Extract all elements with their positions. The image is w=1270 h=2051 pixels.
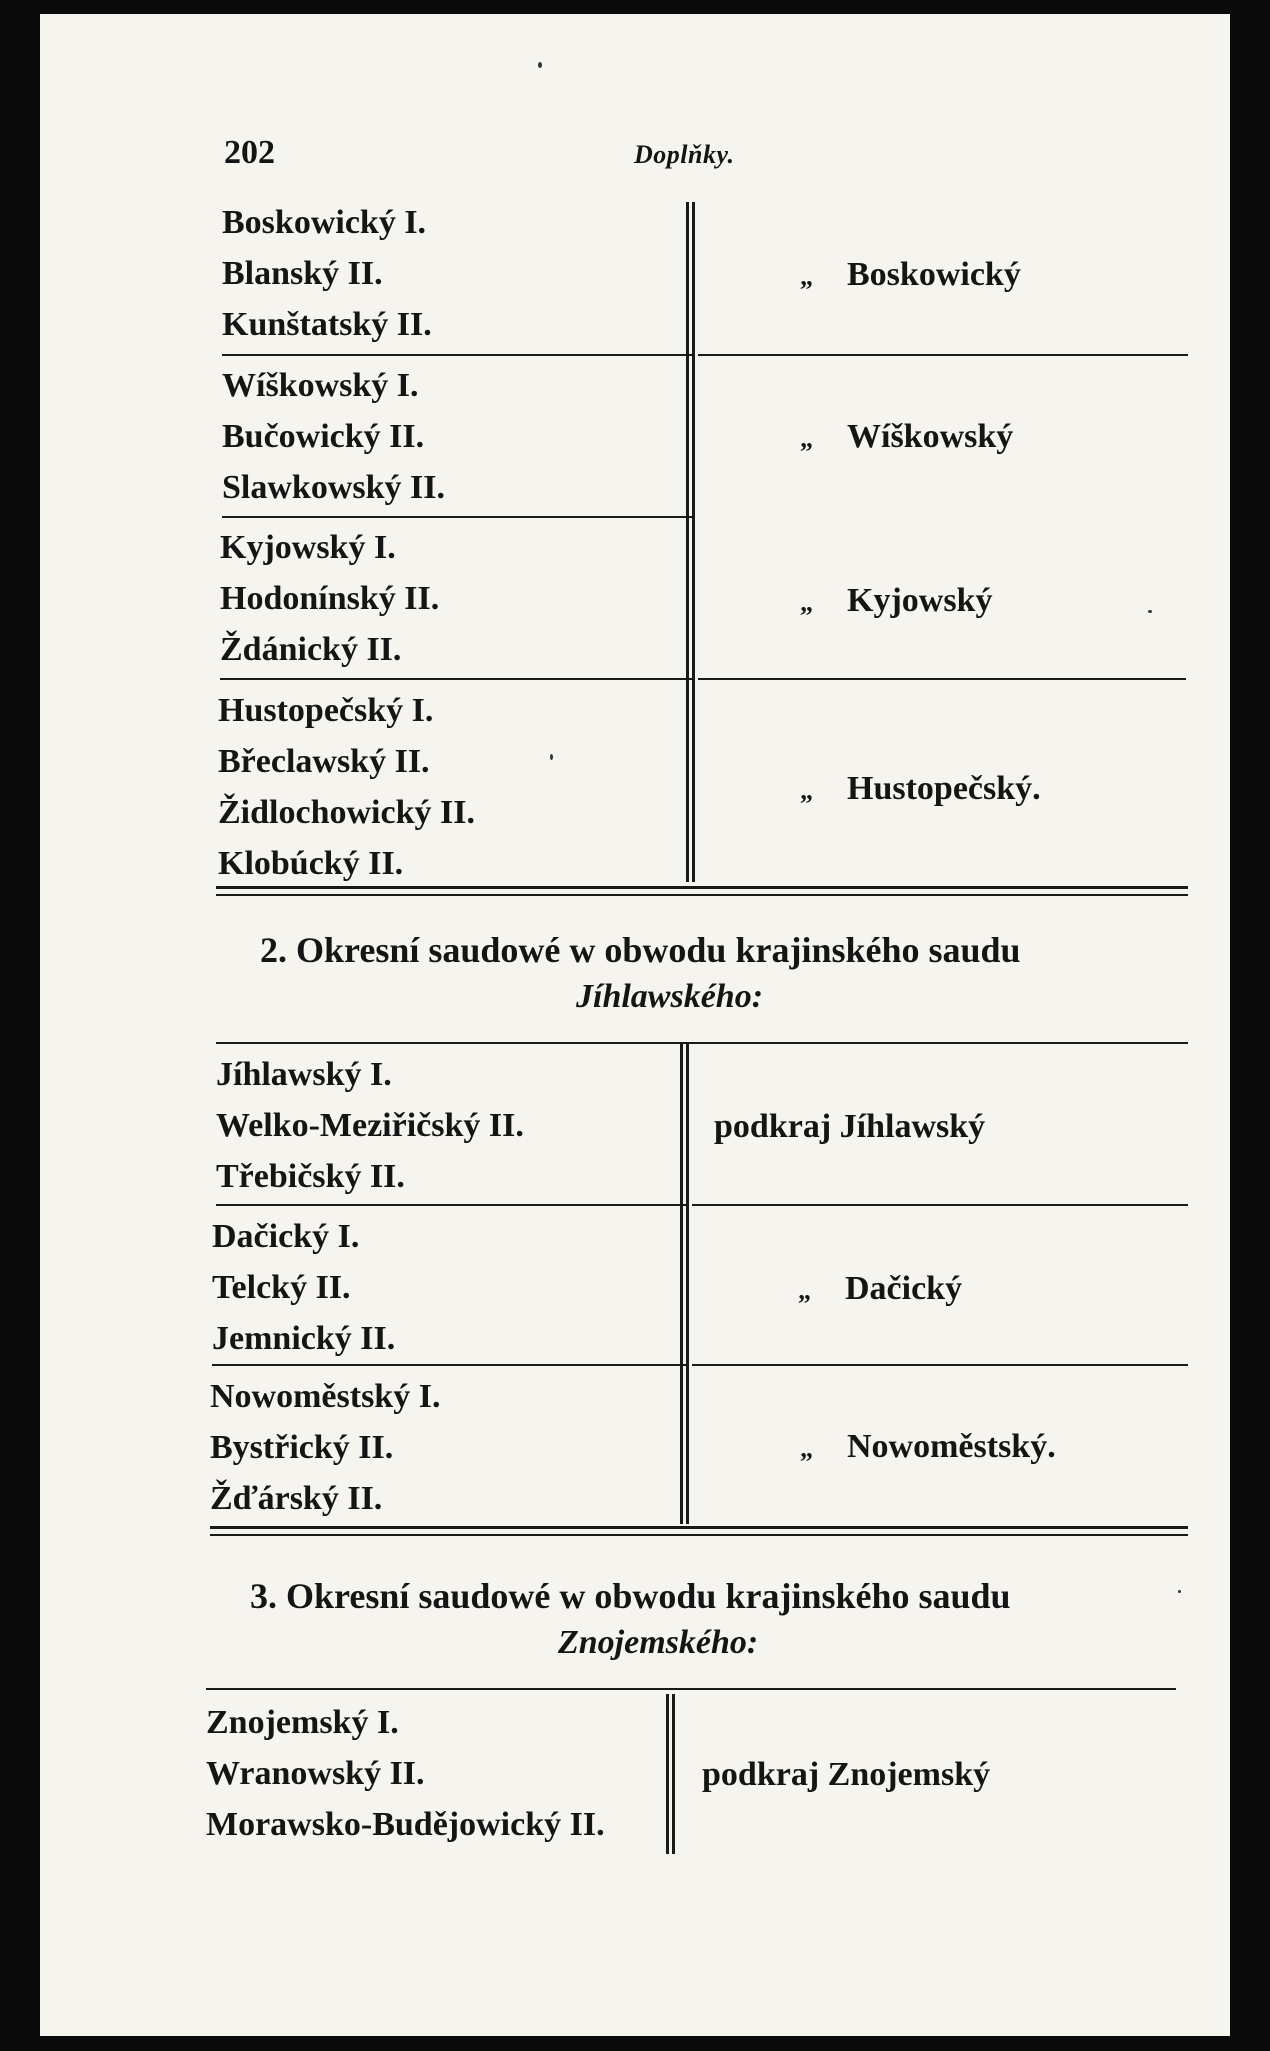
court-name: Wíškowský I. [222,367,419,404]
section-2-heading: 2. Okresní saudowé w obwodu krajinského saudu [260,930,1021,970]
district-cell [800,420,1013,454]
column-divider [672,1694,675,1854]
court-name: Blanský II. [222,255,383,292]
court-name: Hustopečský I. [218,692,434,729]
district-name: Boskowický [847,256,1021,293]
ditto-mark: „ [800,776,813,805]
district-cell [800,584,992,618]
group-separator [216,1204,686,1206]
court-name: Dačický I. [212,1218,360,1255]
table-top-rule [206,1688,1176,1690]
running-head: Doplňky. [634,140,735,169]
group-separator [698,354,1188,356]
district-cell [714,1110,985,1144]
court-name: Nowoměstský I. [210,1378,441,1415]
ditto-mark: „ [800,1434,813,1463]
scan-speck [1148,610,1152,613]
district-name: Wíškowský [847,418,1014,455]
court-name: Kyjowský I. [220,529,396,566]
court-name: Znojemský I. [206,1704,399,1741]
column-divider [686,1044,689,1524]
section-3-heading: 3. Okresní saudowé w obwodu krajinského saudu [250,1576,1011,1616]
table-bottom-rule [210,1534,1188,1536]
table-bottom-rule [216,894,1188,896]
ditto-mark: „ [800,424,813,453]
court-name: Telcký II. [212,1269,351,1306]
court-name: Welko-Meziřičský II. [216,1107,524,1144]
court-name: Morawsko-Budějowický II. [206,1806,605,1843]
district-cell [702,1758,990,1792]
group-separator [212,1364,686,1366]
scan-speck [1178,1590,1181,1593]
court-name: Jíhlawský I. [216,1056,392,1093]
district-name: podkraj Znojemský [702,1756,991,1793]
group-separator [222,354,692,356]
table-bottom-rule [216,886,1188,889]
page-number: 202 [224,134,275,171]
section-3-subheading: Znojemského: [558,1624,759,1661]
scan-speck [538,62,542,68]
district-name: podkraj Jíhlawský [714,1108,986,1145]
group-separator [698,678,1186,680]
book-page [40,14,1230,2036]
page-header [224,134,844,184]
court-name: Jemnický II. [212,1320,396,1357]
district-name: Dačický [845,1270,963,1307]
group-separator [692,1204,1188,1206]
court-name: Klobúcký II. [218,845,404,882]
court-name: Wranowský II. [206,1755,425,1792]
district-cell [800,1430,1056,1464]
group-separator [220,678,692,680]
ditto-mark: „ [800,588,813,617]
district-name: Hustopečský. [847,770,1041,807]
table-top-rule [216,1042,1188,1044]
district-name: Nowoměstský. [847,1428,1056,1465]
district-cell [800,258,1021,292]
court-name: Židlochowický II. [218,794,475,831]
court-name: Bučowický II. [222,418,425,455]
court-name: Boskowický I. [222,204,427,241]
court-name: Bystřický II. [210,1429,394,1466]
court-name: Břeclawský II. [218,743,430,780]
column-divider [666,1694,669,1854]
ditto-mark: „ [800,262,813,291]
district-cell [798,1272,962,1306]
group-separator [222,516,692,518]
court-name: Ždánický II. [220,631,402,668]
table-bottom-rule [210,1526,1188,1529]
section-2-subheading: Jíhlawského: [576,978,764,1015]
column-divider [680,1044,683,1524]
court-name: Žďárský II. [210,1480,383,1517]
scan-speck [550,754,553,760]
column-divider [692,202,695,882]
district-cell [800,772,1041,806]
district-name: Kyjowský [847,582,993,619]
court-name: Hodonínský II. [220,580,440,617]
group-separator [692,1364,1188,1366]
court-name: Slawkowský II. [222,469,445,506]
ditto-mark: „ [798,1276,811,1305]
court-name: Kunštatský II. [222,306,432,343]
column-divider [686,202,689,882]
court-name: Třebičský II. [216,1158,405,1195]
